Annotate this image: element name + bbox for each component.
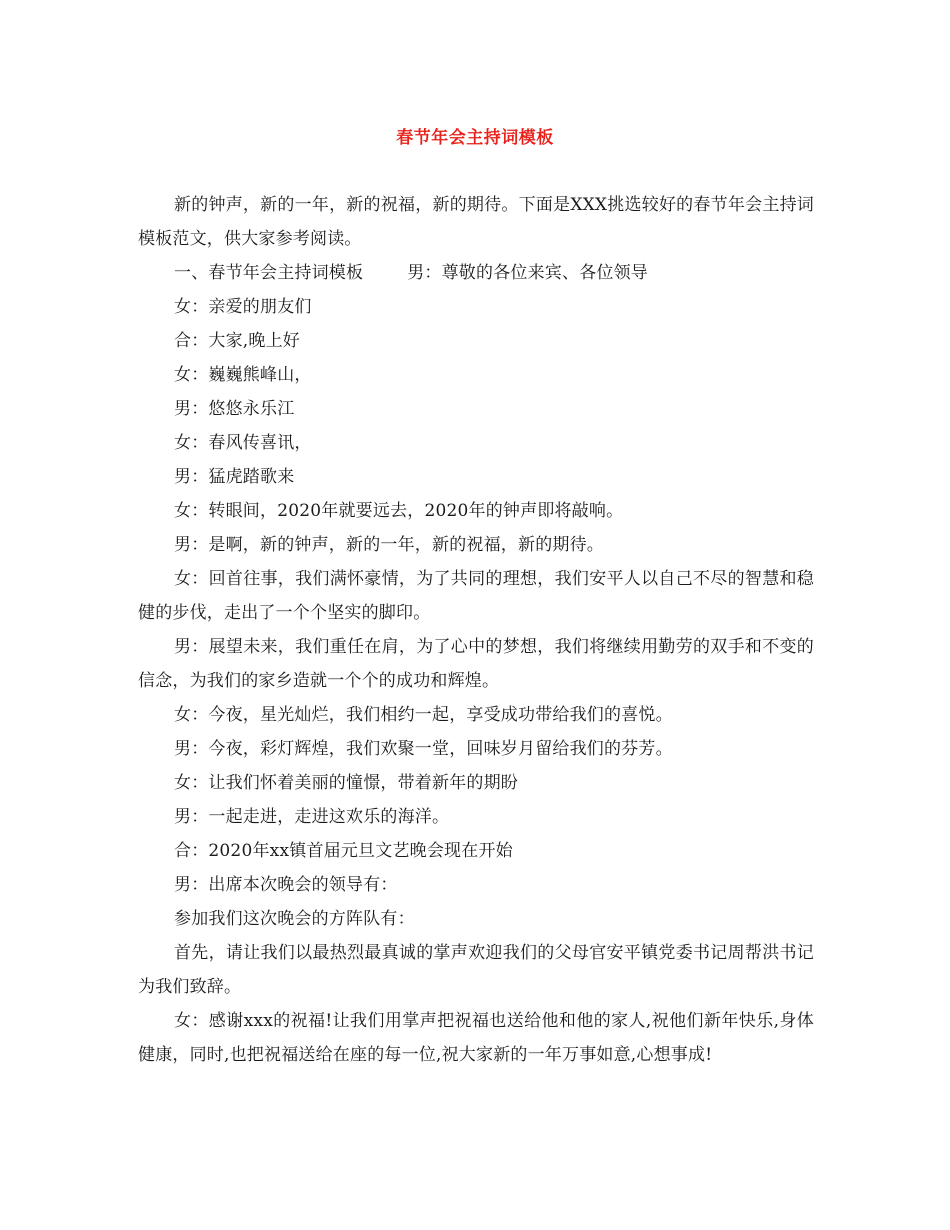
paragraph: 女：感谢xxx的祝福!让我们用掌声把祝福也送给他和他的家人,祝他们新年快乐,身体健康，同时,也把祝福送给在座的每一位,祝大家新的一年万事如意,心想事成! (138, 1011, 814, 1065)
paragraph: 女：巍巍熊峰山， (174, 365, 312, 385)
section-heading: 一、春节年会主持词模板 (174, 263, 364, 283)
paragraph: 女：回首往事，我们满怀豪情，为了共同的理想，我们安平人以自己不尽的智慧和稳健的步伐，走出了一个个坚实的脚印。 (138, 569, 814, 623)
paragraph: 男：今夜，彩灯辉煌，我们欢聚一堂，回味岁月留给我们的芬芳。 (174, 739, 673, 759)
paragraph: 首先，请让我们以最热烈最真诚的掌声欢迎我们的父母官安平镇党委书记周帮洪书记为我们致辞。 (138, 943, 814, 997)
paragraph: 女：转眼间，2020年就要远去，2020年的钟声即将敲响。 (174, 501, 624, 521)
paragraph: 男：猛虎踏歌来 (174, 467, 295, 487)
paragraph: 男：是啊，新的钟声，新的一年，新的祝福，新的期待。 (174, 535, 604, 555)
paragraph: 男：悠悠永乐江 (174, 399, 295, 419)
paragraph: 新的钟声，新的一年，新的祝福，新的期待。下面是XXX挑选较好的春节年会主持词模板范文，供大家参考阅读。 (138, 195, 814, 249)
paragraph: 女：今夜，星光灿烂，我们相约一起，享受成功带给我们的喜悦。 (174, 705, 673, 725)
paragraph: 男：出席本次晚会的领导有： (174, 875, 398, 895)
section-heading-line (138, 256, 814, 290)
paragraph: 女：春风传喜讯， (174, 433, 312, 453)
document-title: 春节年会主持词模板 (396, 128, 554, 148)
paragraph: 女：亲爱的朋友们 (174, 297, 312, 317)
paragraph: 女：让我们怀着美丽的憧憬，带着新年的期盼 (174, 773, 518, 793)
paragraph: 合：2020年xx镇首届元旦文艺晚会现在开始 (174, 841, 513, 861)
paragraph: 男：一起走进，走进这欢乐的海洋。 (174, 807, 450, 827)
document-body (138, 188, 814, 1072)
section-heading-followup: 男：尊敬的各位来宾、各位领导 (407, 263, 649, 283)
paragraph: 合：大家,晚上好 (174, 331, 301, 351)
paragraph: 参加我们这次晚会的方阵队有： (174, 909, 415, 929)
paragraph: 男：展望未来，我们重任在肩，为了心中的梦想，我们将继续用勤劳的双手和不变的信念，为我们的家乡造就一个个的成功和辉煌。 (138, 637, 814, 691)
